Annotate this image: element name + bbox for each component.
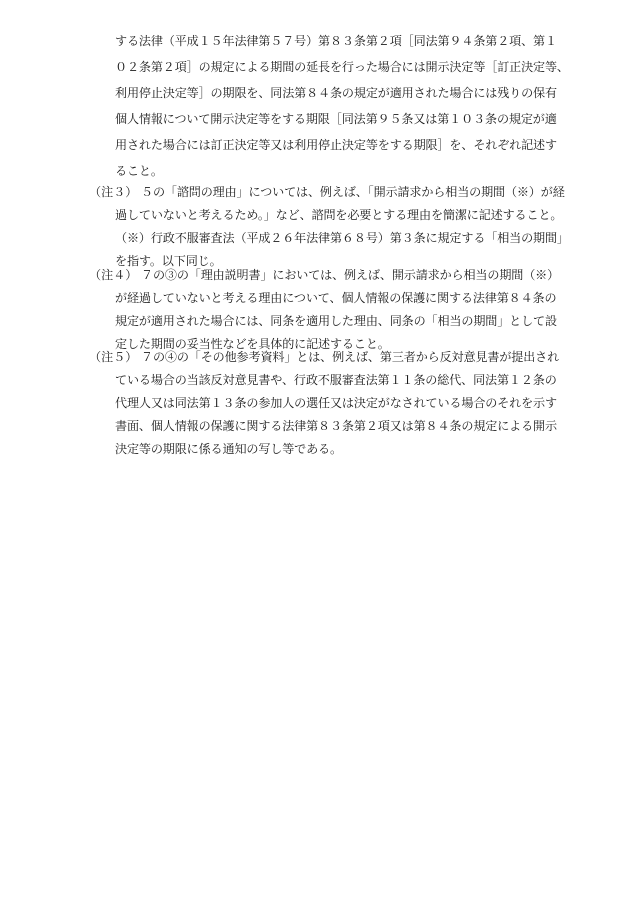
note-4-line: 定した期間の妥当性などを具体的に記述すること。	[115, 337, 390, 351]
note-4-label: （注４）	[89, 268, 138, 282]
note-3-line: を指す。以下同じ。	[115, 254, 222, 268]
note-3-line: ５の「諮問の理由」については、例えば、「開示請求から相当の期間（※）が経	[141, 185, 565, 199]
note-5-line: ている場合の当該反対意見書や、行政不服審査法第１１条の総代、同法第１２条の	[115, 373, 557, 387]
note-5-line: 決定等の期限に係る通知の写し等である。	[115, 442, 342, 456]
paragraph-line: する法律（平成１５年法律第５７号）第８３条第２項［同法第９４条第２項、第１	[115, 34, 557, 48]
paragraph-line: 用された場合には訂正決定等又は利用停止決定等をする期限］を、それぞれ記述す	[115, 138, 557, 152]
note-3-label: （注３）	[89, 185, 138, 199]
note-5-line: 代理人又は同法第１３条の参加人の選任又は決定がなされている場合のそれを示す	[115, 396, 557, 410]
paragraph-line: ０２条第２項］の規定による期間の延長を行った場合には開示決定等［訂正決定等、	[115, 60, 569, 74]
note-5-label: （注５）	[89, 350, 138, 364]
paragraph-line: 利用停止決定等］の期限を、同法第８４条の規定が適用された場合には残りの保有	[115, 86, 557, 100]
note-3-line: 過していないと考えるため。」など、諮問を必要とする理由を簡潔に記述すること。	[115, 208, 563, 222]
note-4-line: ７の③の「理由説明書」においては、例えば、開示請求から相当の期間（※）	[141, 268, 560, 282]
paragraph-line: 個人情報について開示決定等をする期限［同法第９５条又は第１０３条の規定が適	[115, 112, 557, 126]
note-3-line: （※）行政不服審査法（平成２６年法律第６８号）第３条に規定する「相当の期間」	[115, 231, 569, 245]
note-4-line: 規定が適用された場合には、同条を適用した理由、同条の「相当の期間」として設	[115, 314, 557, 328]
note-5-line: 書面、個人情報の保護に関する法律第８３条第２項又は第８４条の規定による開示	[115, 419, 557, 433]
note-4-line: が経過していないと考える理由について、個人情報の保護に関する法律第８４条の	[115, 291, 557, 305]
note-5-line: ７の④の「その他参考資料」とは、例えば、第三者から反対意見書が提出され	[141, 350, 560, 364]
paragraph-line: ること。	[115, 164, 163, 178]
